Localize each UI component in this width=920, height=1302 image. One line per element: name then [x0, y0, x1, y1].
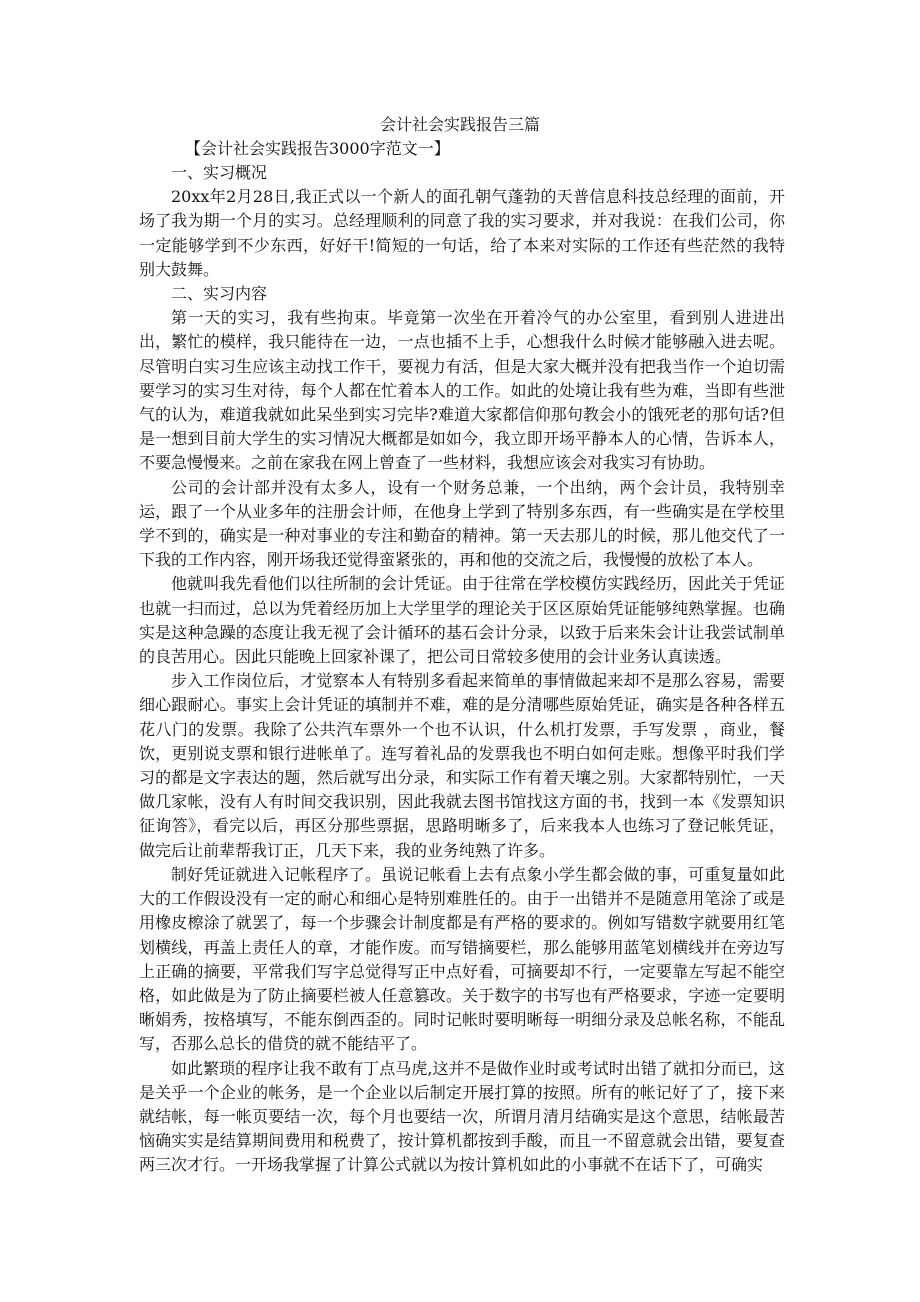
document-body	[139, 161, 785, 1178]
paragraph: 制好凭证就进入记帐程序了。虽说记帐看上去有点象小学生都会做的事，可重复量如此大的工作假设没有一定的耐心和细心是特别难胜任的。由于一出错并不是随意用笔涂了或是用橡皮檫涂了就罢了，每一个步骤会计制度都是有严格的要求的。例如写错数字就要用红笔划横线，再盖上责任人的章，才能作废。而写错摘要栏，那么能够用蓝笔划横线并在旁边写上正确的摘要，平常我们写字总觉得写正中点好看，可摘要却不行，一定要靠左写起不能空格，如此做是为了防止摘要栏被人任意篡改。关于数字的书写也有严格要求，字迹一定要明晰娟秀，按格填写，不能东倒西歪的。同时记帐时要明晰每一明细分录及总帐名称，不能乱写，否那么总长的借贷的就不能结平了。	[139, 864, 785, 1054]
paragraph: 如此繁琐的程序让我不敢有丁点马虎,这并不是做作业时或考试时出错了就扣分而已，这是关乎一个企业的帐务，是一个企业以后制定开展打算的按照。所有的帐记好了了，接下来就结帐，每一帐页要结一次，每个月也要结一次，所谓月清月结确实是这个意思，结帐最苦恼确实实是结算期间费用和税费了，按计算机都按到手酸，而且一不留意就会出错，要复查两三次才行。一开场我掌握了计算公式就以为按计算机如此的小事就不在话下了，可确实	[139, 1058, 785, 1175]
document-subtitle: 【会计社会实践报告3000字范文一】	[185, 139, 450, 158]
paragraph: 公司的会计部并没有太多人，设有一个财务总兼，一个出纳，两个会计员，我特别幸运，跟了一个从业多年的注册会计师，在他身上学到了特别多东西，有一些确实是在学校里学不到的，确实是一种对事业的专注和勤奋的精神。第一天去那儿的时候，那儿他交代了一下我的工作内容，刚开场我还觉得蛮紧张的，再和他的交流之后，我慢慢的放松了本人。	[139, 477, 785, 570]
paragraph: 他就叫我先看他们以往所制的会计凭证。由于往常在学校模仿实践经历，因此关于凭证也就一扫而过，总以为凭着经历加上大学里学的理论关于区区原始凭证能够纯熟掌握。也确实是这种急躁的态度让我无视了会计循环的基石会计分录，以致于后来朱会计让我尝试制单的良苦用心。因此只能晚上回家补课了，把公司日常较多使用的会计业务认真读透。	[139, 574, 785, 667]
paragraph: 20xx年2月28日,我正式以一个新人的面孔朝气蓬勃的天普信息科技总经理的面前，开场了我为期一个月的实习。总经理顺利的同意了我的实习要求，并对我说：在我们公司，你一定能够学到不少东西，好好干!简短的一句话，给了本来对实际的工作还有些茫然的我特别大鼓舞。	[139, 187, 785, 279]
section-heading-content: 二、实习内容	[171, 284, 268, 304]
paragraph: 步入工作岗位后，才觉察本人有特别多看起来简单的事情做起来却不是那么容易，需要细心跟耐心。事实上会计凭证的填制并不难，难的是分清哪些原始凭证，确实是各种各样五花八门的发票。我除了公共汽车票外一个也不认识，什么机打发票，手写发票 ，商业，餐饮，更别说支票和银行进帐单了。连写着礼品的发票我也不明白如何走账。想像平时我们学习的都是文字表达的题，然后就写出分录，和实际工作有着天壤之别。大家都特别忙，一天做几家帐，没有人有时间交我识别，因此我就去图书馆找这方面的书，找到一本《发票知识征询答》，看完以后，再区分那些票据，思路明晰多了，后来我本人也练习了登记帐凭证，做完后让前辈帮我订正，几天下来，我的业务纯熟了许多。	[139, 671, 785, 860]
section-heading-overview: 一、实习概况	[171, 163, 268, 182]
document-title: 会计社会实践报告三篇	[379, 115, 540, 134]
paragraph: 第一天的实习，我有些拘束。毕竟第一次坐在开着冷气的办公室里，看到别人进进出出，繁忙的模样，我只能待在一边，一点也插不上手，心想我什么时候才能够融入进去呢。尽管明白实习生应该主动找工作干，要视力有活，但是大家大概并没有把我当作一个迫切需要学习的实习生对待，每个人都在忙着本人的工作。如此的处境让我有些为难，当即有些泄气的认为，难道我就如此呆坐到实习完毕?难道大家都信仰那句教会小的饿死老的那句话?但是一想到目前大学生的实习情况大概都是如如今，我立即开场平静本人的心情，告诉本人，不要急慢慢来。之前在家我在网上曾查了一些材料，我想应该会对我实习有协助。	[139, 308, 785, 473]
